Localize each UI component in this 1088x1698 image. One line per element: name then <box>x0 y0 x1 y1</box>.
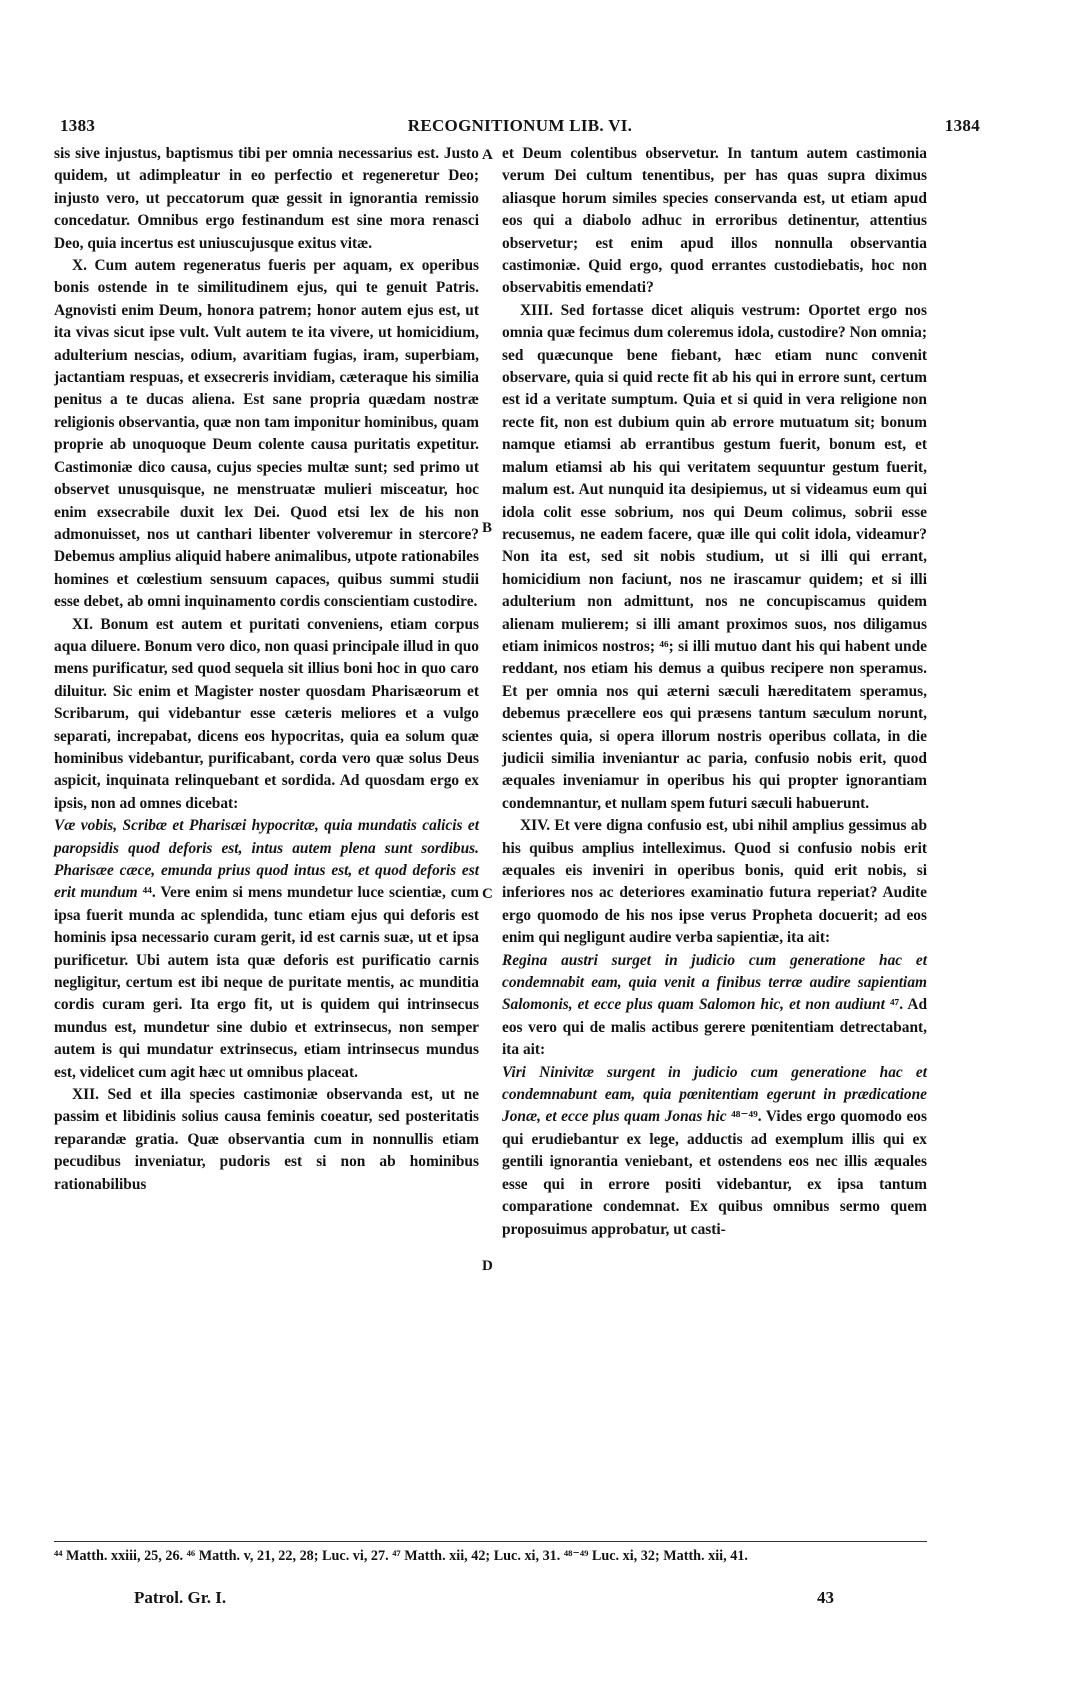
paragraph: et Deum colentibus observetur. In tantum autem castimonia verum Dei cultum tenentibus, per has quas supra diximus aliasque horum similes species conservanda est, ut etiam apud eos qui a diabolo adhuc in erroribus detinentur, attentius observetur; est enim apud illos nonnulla observantia castimoniæ. Quid ergo, quod errantes custodiebatis, hoc non observabitis emendati? <box>502 145 927 297</box>
scripture-quote: Væ vobis, Scribæ et Pharisæi hypocritæ, quia mundatis calicis et paropsidis quod deforis est, intus autem plena sunt sordibus. Pharisæe cæce, emunda prius quod intus est, et quod deforis est erit mundum <box>54 817 479 902</box>
footnote-divider <box>54 1541 927 1542</box>
footer-series: Patrol. Gr. I. <box>134 1588 227 1607</box>
paragraph-text: ⁴⁷. Ad eos vero qui de malis actibus gerere pœnitentiam detrectabant, ita ait: <box>502 996 927 1059</box>
margin-marker-b: B <box>482 520 493 536</box>
running-header <box>60 116 980 138</box>
page-footer <box>134 1588 834 1610</box>
paragraph-with-quote <box>502 950 927 1062</box>
paragraph-section-xiv: XIV. Et vere digna confusio est, ubi nihil amplius gessimus ab his quibus amplius intelleximus. Quod si confusio nobis erit æquales eis inveniri in operibus bonis, quid erit nobis, si inferiores nos ac deteriores examinatio futura reperiat? Audite ergo quomodo de his nos ipse verus Propheta docuerit; ad eos enim qui negligunt audire verba sapientiæ, ita ait: <box>502 817 927 947</box>
scripture-quote: Viri Ninivitæ surgent in judicio cum generatione hac et condemnabunt eam, quia pœnitentiam egerunt in prædicatione Jonæ, et ecce plus quam Jonas hic <box>502 1063 927 1126</box>
scripture-quote: Regina austri surget in judicio cum generatione hac et condemnabit eam, quia venit a finibus terræ audire sapientiam Salomonis, et ecce plus quam Salomon hic, et non audiunt <box>502 951 927 1014</box>
margin-marker-d: D <box>482 1258 493 1274</box>
paragraph-section-xii: XII. Sed et illa species castimoniæ observanda est, ut ne passim et libidinis solius causa feminis coeatur, sed posteritatis reparandæ gratia. Quæ observantia cum in nonnullis etiam pecudibus inveniatur, pudoris est si non ab hominibus rationabilibus <box>54 1086 479 1193</box>
paragraph-section-xi: XI. Bonum est autem et puritati conveniens, etiam corpus aqua diluere. Bonum vero dico, non quasi principale illud in quo mens purificatur, sed quod sequela sit illius boni hoc in quo caro diluitur. Sic enim et Magister noster quosdam Pharisæorum et Scribarum, qui videbantur esse cæteris meliores et a vulgo separati, increpabat, dicens eos hypocritas, quia ea solum quæ hominibus videbantur, purificabant, corda vero quæ solus Deus aspicit, inquinata relinquebant et sordida. Ad quosdam ergo ex ipsis, non ad omnes dicebat: <box>54 615 479 812</box>
page-number-left: 1383 <box>60 116 96 135</box>
right-column <box>502 143 927 1241</box>
paragraph: sis sive injustus, baptismus tibi per omnia necessarius est. Justo quidem, ut adimpleatur in eo perfectio et regeneretur Deo; injusto vero, ut peccatorum quæ gessit in ignorantia remissio concedatur. Omnibus ergo festinandum est sine mora renasci Deo, quia incertus est uniuscujusque exitus vitæ. <box>54 145 479 252</box>
paragraph-text: ⁴⁴. Vere enim si mens mundetur luce scientiæ, cum ipsa fuerit munda ac splendida, tunc etiam ejus qui deforis est hominis ipsa necessario curam gerit, id est carnis suæ, ut et ipsa purificetur. Ubi autem ista quæ deforis est purificatio carnis negligitur, certum est ibi neque de puritate mentis, ac munditia cordis curam geri. Ita ergo fit, ut is quidem qui intrinsecus mundus est, mundetur sine dubio et extrinsecus, non semper autem is qui mundatur extrinsecus, etiam intrinsecus mundus est, videlicet cum agit hæc ut omnibus placeat. <box>54 884 479 1081</box>
footer-signature: 43 <box>817 1588 834 1607</box>
margin-marker-c: C <box>482 886 493 902</box>
paragraph-with-quote <box>54 815 479 1084</box>
left-column <box>54 143 479 1196</box>
paragraph-text: ⁴⁸⁻⁴⁹. Vides ergo quomodo eos qui erudiebantur ex lege, adductis ad exemplum illis qui ex gentili ignorantia veniebant, et ostendens eos nec illis æquales esse qui in errore positi videbantur, ex ipsa tantum comparatione condemnat. Ex quibus omnibus sermo quem proposuimus approbatur, ut casti- <box>502 1108 927 1238</box>
footnotes: ⁴⁴ Matth. xxiii, 25, 26. ⁴⁶ Matth. v, 21, 22, 28; Luc. vi, 27. ⁴⁷ Matth. xii, 42; Luc. xi, 31. ⁴⁸⁻⁴⁹ Luc. xi, 32; Matth. xii, 41. <box>54 1548 748 1564</box>
paragraph-section-x: X. Cum autem regeneratus fueris per aquam, ex operibus bonis ostende in te similitudinem ejus, qui te genuit Patris. Agnovisti enim Deum, honora patrem; honor autem ejus est, ut ita vivas sicut ipse vult. Vult autem te ita vivere, ut homicidium, adulterium nescias, odium, avaritiam fugias, iram, superbiam, jactantiam respuas, et exsecreris invidiam, cæteraque his similia penitus a te ducas aliena. Est sane propria quædam nostræ religionis observantia, quæ non tam imponitur hominibus, quam proprie ab unoquoque Deum colente causa puritatis expetitur. Castimoniæ dico causa, cujus species multæ sunt; sed primo ut observet unusquisque, ne menstruatæ mulieri misceatur, hoc enim exsecrabile duxit lex Dei. Quod etsi lex de his non admonuisset, nos ut canthari libenter volveremur in stercore? Debemus amplius aliquid habere animalibus, utpote rationabiles homines et cœlestium sensuum capaces, quibus summi studii esse debet, ab omni inquinamento cordis conscientiam custodire. <box>54 257 479 611</box>
running-title: RECOGNITIONUM LIB. VI. <box>407 116 633 135</box>
paragraph-with-quote <box>502 1062 927 1241</box>
page-number-right: 1384 <box>944 116 980 135</box>
margin-marker-a: A <box>482 147 493 163</box>
paragraph-section-xiii: XIII. Sed fortasse dicet aliquis vestrum: Oportet ergo nos omnia quæ fecimus dum coleremus idola, custodire? Non omnia; sed quæcunque bene fiebant, hæc etiam nunc convenit observare, quia si quid recte fit ab his qui in errore sunt, certum est id a veritate sumptum. Quia et si quid in vera religione non recte fit, non est dubium quin ab errore mutuatum sit; bonum namque etiamsi ab errantibus gestum fuerit, bonum est, et malum etiamsi ab his qui veritatem sequuntur gestum fuerit, malum est. Aut nunquid ita desipiemus, ut si videamus eum qui idola colit esse sobrium, nos qui Deum colimus, sobrii esse recusemus, ne eadem facere, quæ ille qui colit idola, videamur? Non ita est, sed sit nobis studium, ut si illi qui errant, homicidium non faciunt, nos ne irascamur quidem; et si illi adulterium non admittunt, nos ne concupiscamus quidem alienam mulierem; si illi amant proximos suos, nos diligamus etiam inimicos nostros; ⁴⁶; si illi mutuo dant his qui habent unde reddant, nos etiam his demus a quibus recipere non speramus. Et per omnia nos qui æterni sæculi hæreditatem speramus, debemus præcellere eos qui præsens tantum sæculum norunt, scientes quia, si opera illorum nostris operibus collata, in die judicii similia inveniantur ac paria, confusio nobis erit, quod æquales inveniamur in operibus his qui propter ignorantiam condemnantur, et nullam spem futuri sæculi habuerunt. <box>502 301 927 812</box>
